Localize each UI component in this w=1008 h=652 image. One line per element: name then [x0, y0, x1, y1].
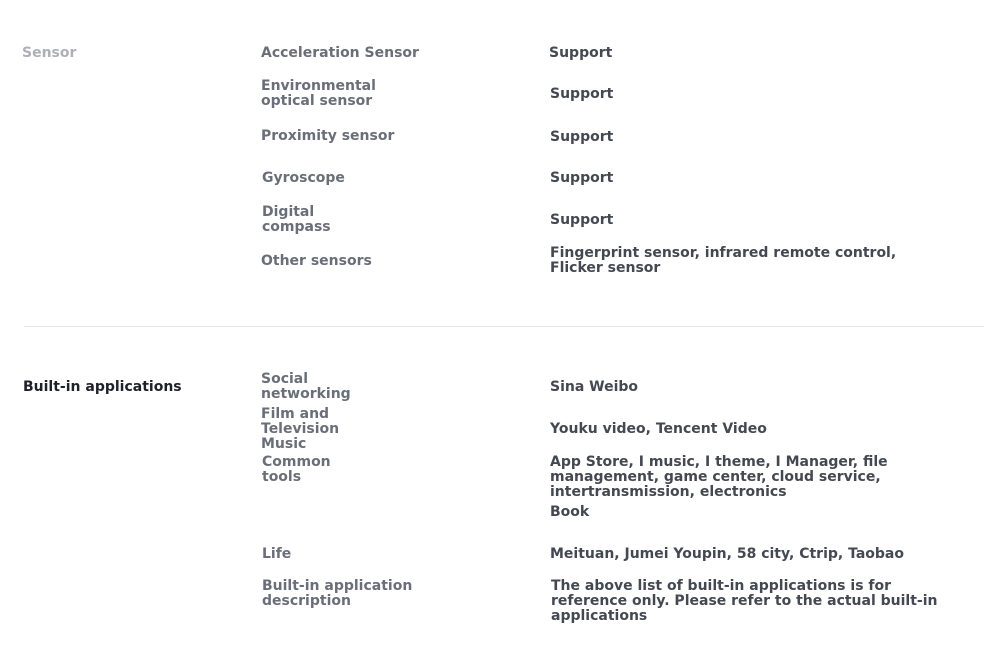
spec-value-film-television-music: Youku video, Tencent Video — [550, 421, 767, 437]
spec-value-life: Meituan, Jumei Youpin, 58 city, Ctrip, Taobao — [550, 546, 904, 562]
spec-value-other-sensors: Fingerprint sensor, infrared remote control, Flicker sensor — [550, 245, 897, 276]
category-built-in-applications: Built-in applications — [23, 379, 182, 395]
spec-label-acceleration-sensor: Acceleration Sensor — [261, 45, 419, 61]
spec-label-digital-compass: Digital compass — [262, 204, 331, 235]
spec-value-social-networking: Sina Weibo — [550, 379, 639, 395]
spec-label-film-television-music: Film and Television Music — [261, 406, 340, 452]
spec-value-built-in-application-description: The above list of built-in applications is for reference only. Please refer to the actual built-in applications — [551, 578, 938, 624]
spec-label-common-tools: Common tools — [262, 454, 331, 485]
spec-value-gyroscope: Support — [550, 170, 614, 186]
spec-value-digital-compass: Support — [550, 212, 614, 228]
spec-label-environmental-optical-sensor: Environmental optical sensor — [261, 78, 376, 109]
spec-label-proximity-sensor: Proximity sensor — [261, 128, 395, 144]
spec-value-acceleration-sensor: Support — [549, 45, 613, 61]
spec-value-environmental-optical-sensor: Support — [550, 86, 614, 102]
spec-value-proximity-sensor: Support — [550, 129, 614, 145]
spec-value-book: Book — [550, 504, 590, 520]
section-divider — [24, 326, 984, 327]
spec-label-built-in-application-description: Built-in application description — [262, 578, 413, 609]
category-sensor: Sensor — [22, 45, 77, 61]
spec-label-gyroscope: Gyroscope — [262, 170, 345, 186]
spec-value-common-tools: App Store, I music, I theme, I Manager, file management, game center, cloud service, intertransmission, electronics — [550, 454, 888, 500]
spec-label-other-sensors: Other sensors — [261, 253, 372, 269]
spec-label-social-networking: Social networking — [261, 371, 351, 402]
spec-label-life: Life — [262, 546, 292, 562]
